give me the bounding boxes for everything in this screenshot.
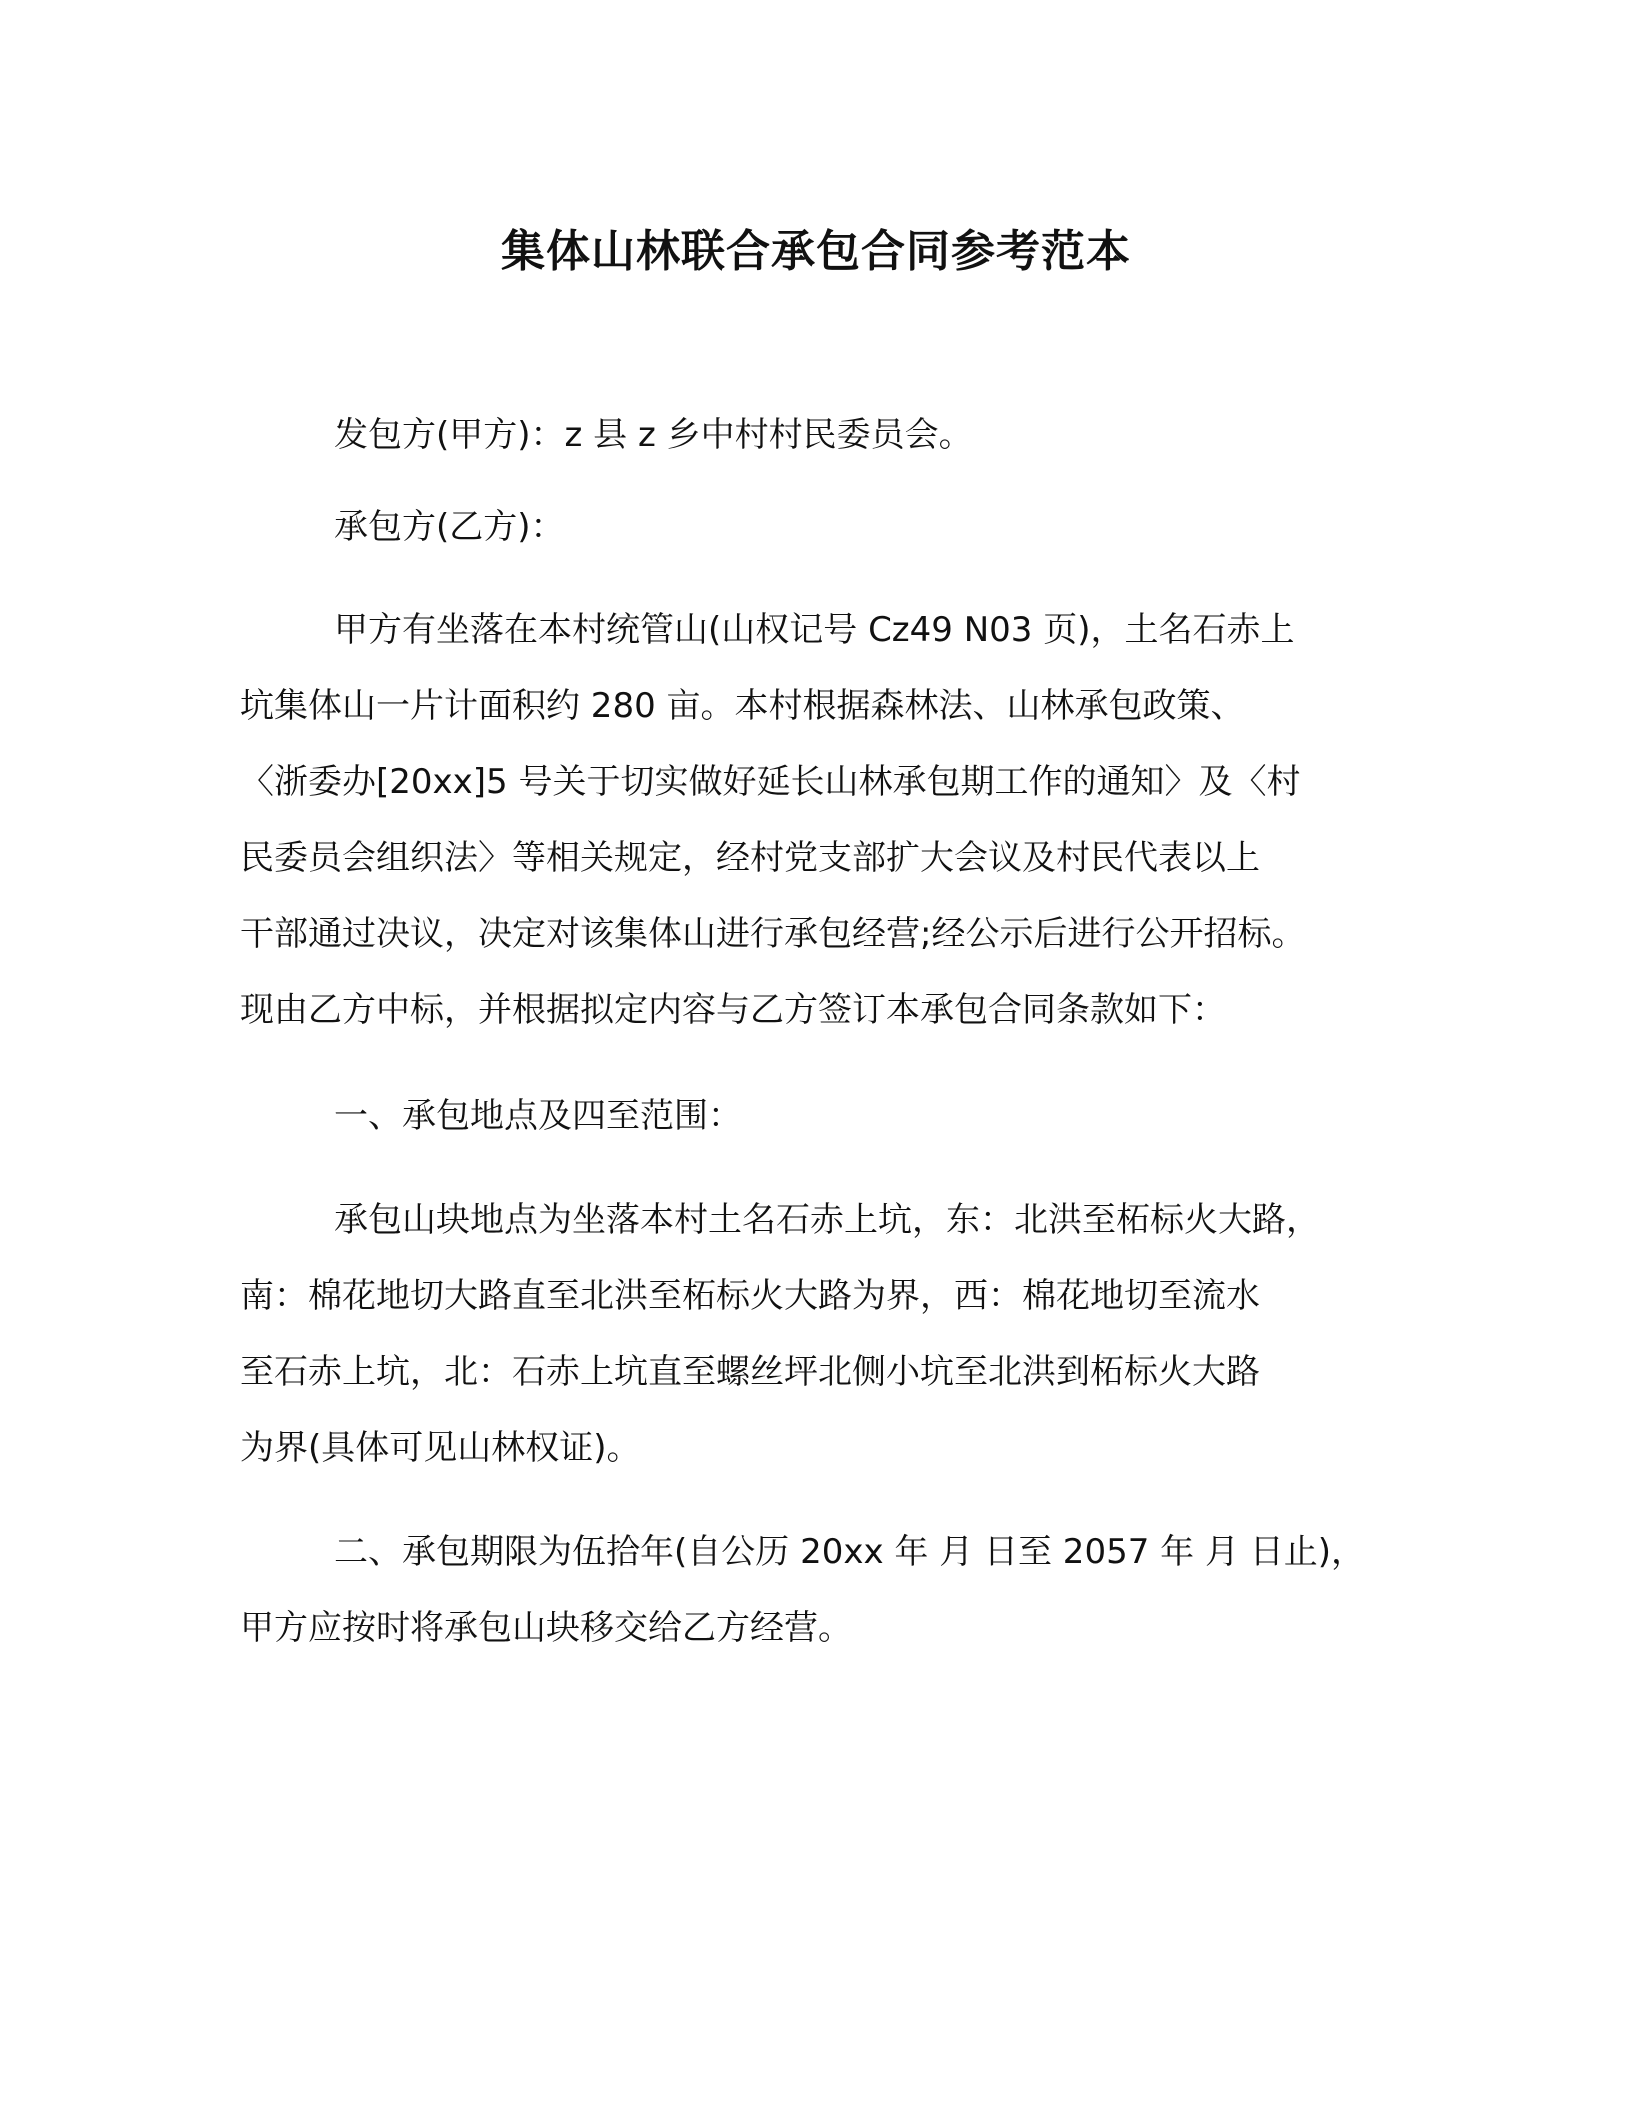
section1-line: 承包山块地点为坐落本村土名石赤上坑，东：北洪至柘标火大路， (334, 1200, 1320, 1240)
section2-paragraph (240, 1514, 1400, 1666)
intro-line: 民委员会组织法〉等相关规定，经村党支部扩大会议及村民代表以上 (240, 838, 1260, 878)
party-b-text: 承包方(乙方)： (334, 507, 565, 547)
section1-paragraph (240, 1182, 1400, 1486)
section2-line: 甲方应按时将承包山块移交给乙方经营。 (240, 1608, 852, 1648)
intro-line: 〈浙委办[20xx]5 号关于切实做好延长山林承包期工作的通知〉及〈村 (240, 762, 1301, 802)
section1-heading: 一、承包地点及四至范围： (334, 1096, 742, 1136)
intro-line: 干部通过决议，决定对该集体山进行承包经营;经公示后进行公开招标。 (240, 914, 1306, 954)
intro-line: 现由乙方中标，并根据拟定内容与乙方签订本承包合同条款如下： (240, 990, 1226, 1030)
section1-heading-block (240, 1078, 1400, 1154)
section1-line: 南：棉花地切大路直至北洪至柘标火大路为界，西：棉花地切至流水 (240, 1276, 1260, 1316)
section1-line: 为界(具体可见山林权证)。 (240, 1428, 641, 1468)
section1-line: 至石赤上坑，北：石赤上坑直至螺丝坪北侧小坑至北洪到柘标火大路 (240, 1352, 1260, 1392)
party-b-line (240, 489, 1400, 565)
party-a-line (240, 397, 1400, 473)
document-title: 集体山林联合承包合同参考范本 (501, 226, 1131, 277)
party-a-text: 发包方(甲方)：z 县 z 乡中村村民委员会。 (334, 415, 973, 455)
intro-paragraph (240, 592, 1400, 1048)
intro-line: 坑集体山一片计面积约 280 亩。本村根据森林法、山林承包政策、 (240, 686, 1245, 726)
intro-line: 甲方有坐落在本村统管山(山权记号 Cz49 N03 页)，土名石赤上 (334, 610, 1295, 650)
section2-line: 二、承包期限为伍拾年(自公历 20xx 年 月 日至 2057 年 月 日止)， (334, 1532, 1366, 1572)
